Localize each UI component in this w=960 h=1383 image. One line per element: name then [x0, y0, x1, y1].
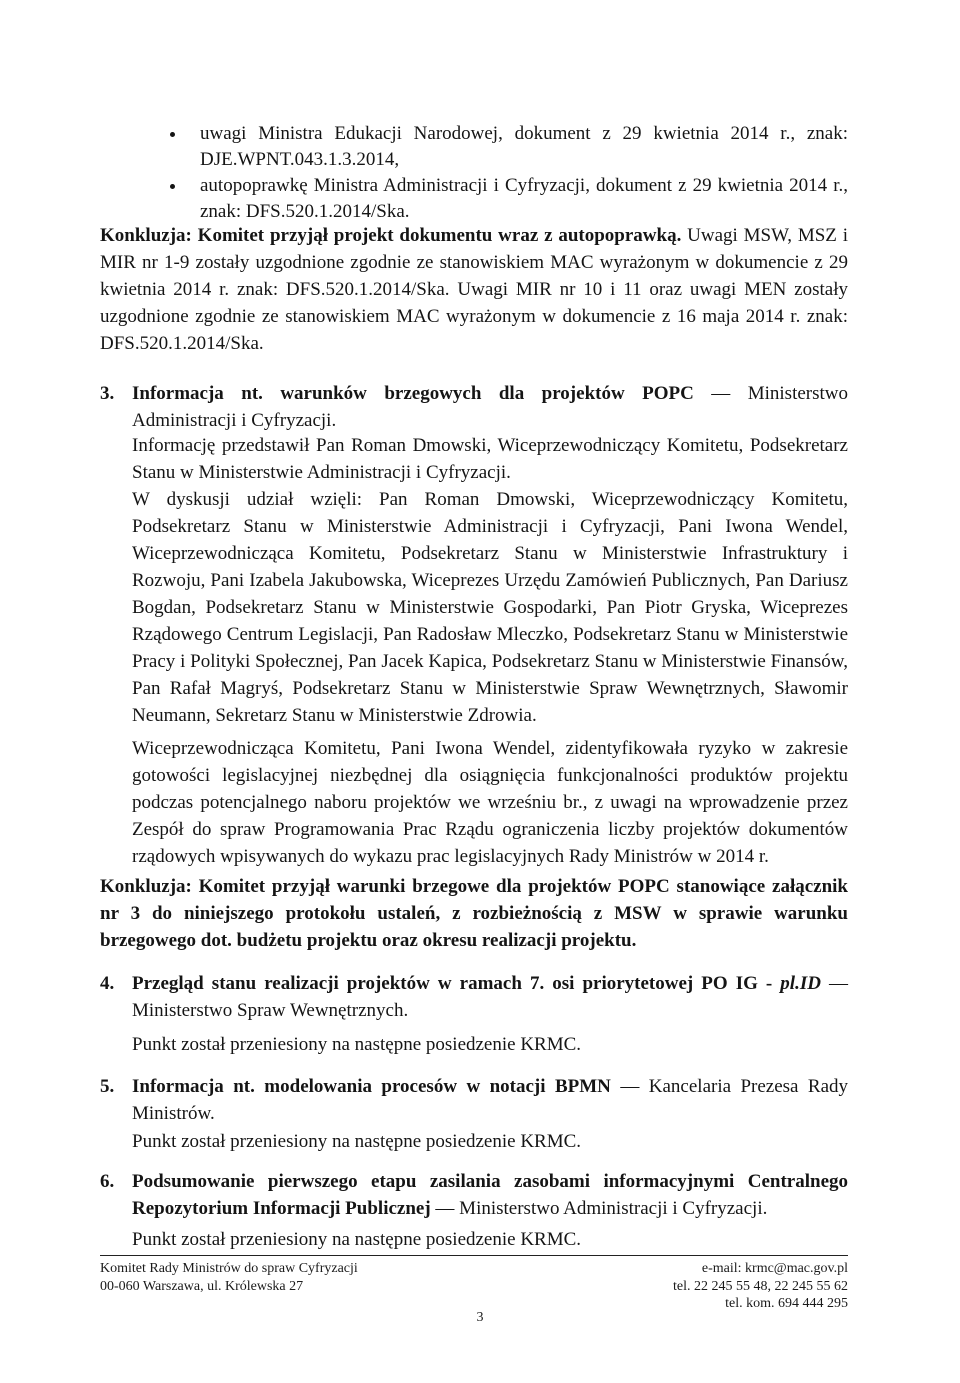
section-responsible: — Kancelaria Prezesa Rady Ministrów. — [132, 1076, 849, 1124]
section-number: 3. — [100, 383, 115, 404]
section-responsible: — Ministerstwo Administracji i Cyfryzacji. — [435, 1198, 768, 1219]
page-footer — [100, 1255, 848, 1313]
presentation-paragraph: Informację przedstawił Pan Roman Dmowski, Wiceprzewodniczący Komitetu, Podsekretarz Stanu w Ministerstwie Administracji i Cyfryzacji. — [132, 435, 848, 483]
conclusion-paragraph — [100, 222, 848, 357]
section-title: Przegląd stanu realizacji projektów w ramach 7. osi priorytetowej PO IG - — [132, 973, 773, 994]
bullet-list — [100, 121, 848, 225]
section-4-heading — [100, 970, 848, 1024]
document-body — [100, 121, 848, 1253]
footer-mobile: tel. kom. 694 444 295 — [725, 1296, 848, 1311]
section-responsible: — Ministerstwo Administracji i Cyfryzacji. — [132, 383, 848, 431]
section-5-heading — [100, 1073, 848, 1127]
section-note: Punkt został przeniesiony na następne posiedzenie KRMC. — [132, 1229, 582, 1250]
section-title-italic: pl.ID — [780, 973, 821, 994]
section-note: Punkt został przeniesiony na następne posiedzenie KRMC. — [132, 1131, 582, 1152]
section-6-heading — [100, 1168, 848, 1222]
footer-org-name: Komitet Rady Ministrów do spraw Cyfryzacji — [100, 1261, 358, 1276]
section-number: 6. — [100, 1171, 115, 1192]
page-number: 3 — [476, 1310, 484, 1325]
footer-phone: tel. 22 245 55 48, 22 245 55 62 — [673, 1278, 848, 1294]
footer-contact-block — [673, 1260, 848, 1313]
conclusion-text: Uwagi MSW, MSZ i MIR nr 1-9 zostały uzgodnione zgodnie ze stanowiskiem MAC wyrażonym w dokumencie z 29 kwietnia 2014 r. znak: DFS.520.1.2014/Ska. Uwagi MIR nr 10 i 11 oraz uwagi MEN zostały uzgodnione zgodnie ze stanowiskiem MAC wyrażonym w dokumencie z 16 maja 2014 r. znak: DFS.520.1.2014/Ska. — [100, 225, 849, 354]
section-title: Informacja nt. modelowania procesów w notacji BPMN — [132, 1076, 611, 1097]
bullet-icon — [170, 184, 175, 189]
discussion-paragraph: W dyskusji udział wzięli: Pan Roman Dmowski, Wiceprzewodniczący Komitetu, Podsekretarz Stanu w Ministerstwie Administracji i Cyfryzacji, Pani Iwona Wendel, Wiceprzewodnicząca Komitetu, Podsekretarz Stanu w Ministerstwie Infrastruktury i Rozwoju, Pani Izabela Jakubowska, Wiceprezes Urzędu Zamówień Publicznych, Pan Dariusz Bogdan, Podsekretarz Stanu w Ministerstwie Gospodarki, Pan Piotr Gryska, Wiceprezes Rządowego Centrum Legislacji, Pan Radosław Mleczko, Podsekretarz Stanu w Ministerstwie Pracy i Polityki Społecznej, Pan Jacek Kapica, Podsekretarz Stanu w Ministerstwie Finansów, Pan Rafał Magryś, Podsekretarz Stanu w Ministerstwie Spraw Wewnętrznych, Sławomir Neumann, Sekretarz Stanu w Ministerstwie Zdrowia. — [132, 489, 848, 726]
section-number: 4. — [100, 973, 115, 994]
conclusion-bold: Konkluzja: Komitet przyjął projekt dokumentu wraz z autopoprawką. — [100, 225, 682, 246]
footer-email: e-mail: krmc@mac.gov.pl — [701, 1261, 848, 1276]
bullet-item — [100, 121, 848, 173]
section-responsible: — Ministerstwo Spraw Wewnętrznych. — [132, 973, 848, 1021]
section-number: 5. — [100, 1076, 115, 1097]
section-title: Informacja nt. warunków brzegowych dla projektów POPC — [132, 383, 694, 404]
section-title: Podsumowanie pierwszego etapu zasilania zasobami informacyjnymi Centralnego Repozytorium Informacji Publicznej — [132, 1171, 848, 1219]
bullet-item — [100, 173, 848, 225]
conclusion-paragraph: Konkluzja: Komitet przyjął warunki brzegowe dla projektów POPC stanowiące załącznik nr 3 do niniejszego protokołu ustaleń, z rozbieżnością z MSW w sprawie warunku brzegowego dot. budżetu projektu oraz okresu realizacji projektu. — [100, 876, 848, 951]
bullet-icon — [170, 132, 175, 137]
risk-paragraph: Wiceprzewodnicząca Komitetu, Pani Iwona Wendel, zidentyfikowała ryzyko w zakresie gotowości legislacyjnej niezbędnej dla osiągnięcia funkcjonalności produktów projektu podczas potencjalnego naboru projektów we wrześniu br., z uwagi na wprowadzenie przez Zespół do spraw Programowania Prac Rządu ograniczenia liczby projektów dokumentów rządowych wpisywanych do wykazu prac legislacyjnych Rady Ministrów w 2014 r. — [132, 738, 848, 867]
footer-address: 00-060 Warszawa, ul. Królewska 27 — [100, 1278, 304, 1294]
footer-address-block — [100, 1260, 358, 1295]
section-3-heading — [100, 380, 848, 434]
section-note: Punkt został przeniesiony na następne posiedzenie KRMC. — [132, 1034, 582, 1055]
bullet-text: autopoprawkę Ministra Administracji i Cyfryzacji, dokument z 29 kwietnia 2014 r., znak: DFS.520.1.2014/Ska. — [200, 175, 848, 222]
bullet-text: uwagi Ministra Edukacji Narodowej, dokument z 29 kwietnia 2014 r., znak: DJE.WPNT.043.1.3.2014, — [200, 123, 848, 170]
